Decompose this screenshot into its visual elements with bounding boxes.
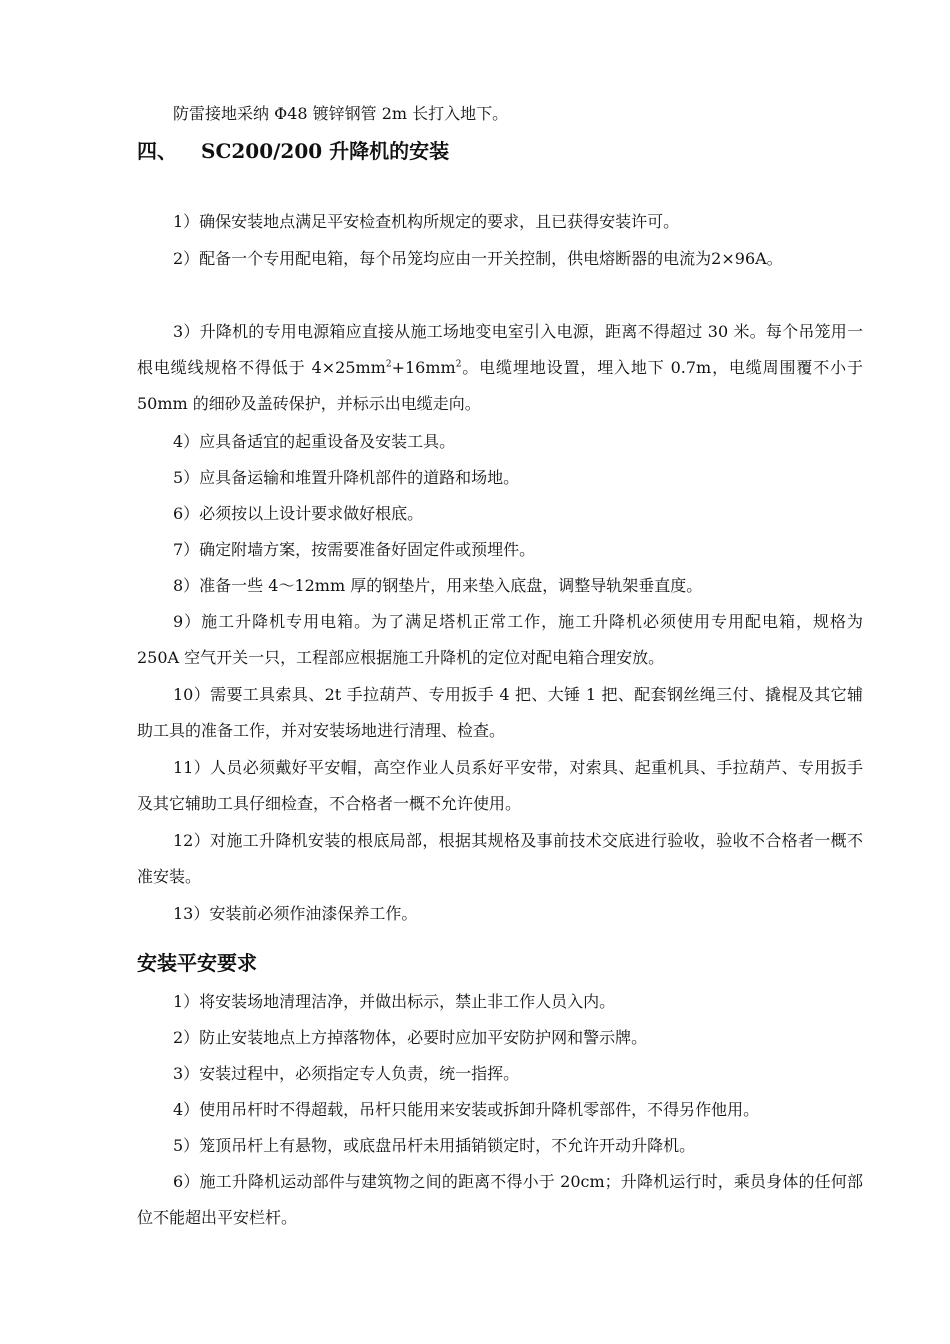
section-title: SC200/200 升降机的安装 [201, 139, 450, 163]
install-item-3-text: 3）升降机的专用电源箱应直接从施工场地变电室引入电源，距离不得超过 30 米。每个吊笼用一根电缆线规格不得低于 4×25mm [137, 322, 863, 377]
unit-superscript: 2 [385, 359, 392, 370]
install-item-2: 2）配备一个专用配电箱，每个吊笼均应由一开关控制，供电熔断器的电流为2×96A。 [173, 249, 783, 268]
install-item-6: 6）必须按以上设计要求做好根底。 [173, 504, 424, 523]
safety-heading: 安装平安要求 [137, 951, 257, 975]
safety-item-4: 4）使用吊杆时不得超载，吊杆只能用来安装或拆卸升降机零部件，不得另作他用。 [173, 1100, 760, 1119]
safety-item-3: 3）安装过程中，必须指定专人负责，统一指挥。 [173, 1064, 520, 1083]
install-item-7: 7）确定附墙方案，按需要准备好固定件或预埋件。 [173, 540, 536, 559]
install-item-11: 11）人员必须戴好平安帽，高空作业人员系好平安带，对索具、起重机具、手拉葫芦、专用扳手及其它辅助工具仔细检查，不合格者一概不允许使用。 [137, 758, 863, 813]
install-item-4: 4）应具备适宜的起重设备及安装工具。 [173, 432, 456, 451]
safety-item-5: 5）笼顶吊杆上有悬物，或底盘吊杆未用插销锁定时，不允许开动升降机。 [173, 1136, 696, 1155]
install-item-5: 5）应具备运输和堆置升降机部件的道路和场地。 [173, 468, 520, 487]
safety-item-6: 6）施工升降机运动部件与建筑物之间的距离不得小于 20cm；升降机运行时，乘员身体的任何部位不能超出平安栏杆。 [137, 1172, 863, 1227]
install-item-3-tail: 。电缆埋地设置，埋入地下 0.7m，电缆周围覆不小于 50mm 的细砂及盖砖保护，并标示出电缆走向。 [137, 358, 863, 413]
safety-item-2: 2）防止安装地点上方掉落物体，必要时应加平安防护网和警示牌。 [173, 1028, 648, 1047]
intro-paragraph: 防雷接地采纳 Φ48 镀锌钢管 2m 长打入地下。 [173, 104, 509, 123]
install-item-3 [137, 314, 863, 422]
section-heading-4 [137, 136, 449, 166]
install-item-9: 9）施工升降机专用电箱。为了满足塔机正常工作，施工升降机必须使用专用配电箱，规格为 250A 空气开关一只，工程部应根据施工升降机的定位对配电箱合理安放。 [137, 612, 863, 667]
install-item-12: 12）对施工升降机安装的根底局部，根据其规格及事前技术交底进行验收，验收不合格者一概不准安装。 [137, 831, 863, 886]
section-number: 四、 [137, 139, 177, 163]
install-item-1: 1）确保安装地点满足平安检查机构所规定的要求，且已获得安装许可。 [173, 212, 680, 231]
safety-item-1: 1）将安装场地清理洁净，并做出标示，禁止非工作人员入内。 [173, 992, 616, 1011]
install-item-10: 10）需要工具索具、2t 手拉葫芦、专用扳手 4 把、大锤 1 把、配套钢丝绳三付、撬棍及其它辅助工具的准备工作，并对安装场地进行清理、检查。 [137, 685, 863, 740]
unit-superscript: 2 [455, 359, 462, 370]
install-item-8: 8）准备一些 4～12mm 厚的钢垫片，用来垫入底盘，调整导轨架垂直度。 [173, 576, 703, 595]
install-item-13: 13）安装前必须作油漆保养工作。 [173, 904, 418, 923]
install-item-3-mid: +16mm [391, 358, 456, 377]
